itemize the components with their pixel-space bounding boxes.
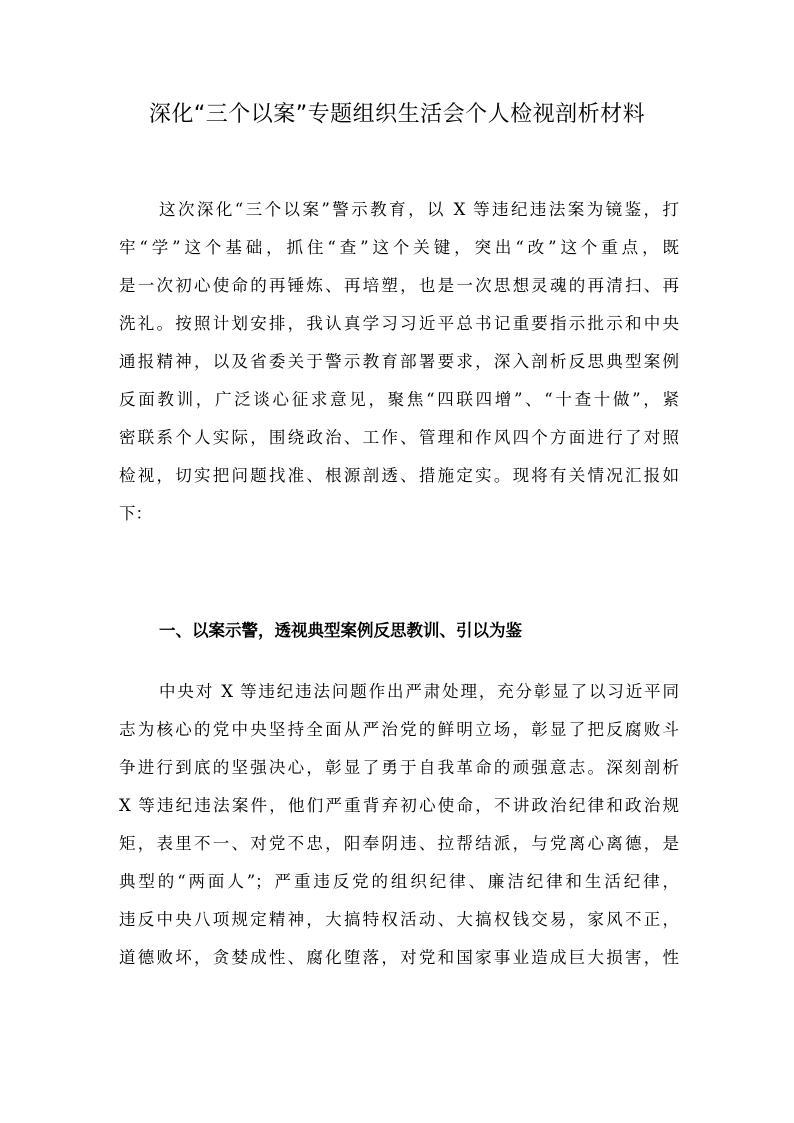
paragraph-line: 下： (119, 504, 152, 523)
section-heading: 一、以案示警，透视典型案例反思教训、引以为鉴 (159, 621, 522, 640)
paragraph-line: 道德败坏，贪婪成性、腐化堕落，对党和国家事业造成巨大损害，性 (119, 948, 679, 967)
paragraph-line: 洗礼。按照计划安排，我认真学习习近平总书记重要指示批示和中央 (119, 314, 679, 333)
paragraph-line: 密联系个人实际，围绕政治、工作、管理和作风四个方面进行了对照 (119, 428, 679, 447)
paragraph-line: 中央对 X 等违纪违法问题作出严肃处理，充分彰显了以习近平同 (159, 682, 679, 701)
paragraph-line: 争进行到底的坚强决心，彰显了勇于自我革命的顽强意志。深刻剖析 (119, 758, 679, 777)
document-title: 深化“三个以案”专题组织生活会个人检视剖析材料 (148, 102, 646, 127)
paragraph-line: 这次深化“三个以案”警示教育，以 X 等违纪违法案为镜鉴，打 (159, 200, 679, 219)
paragraph-line: 志为核心的党中央坚持全面从严治党的鲜明立场，彰显了把反腐败斗 (119, 720, 679, 739)
paragraph-line: 牢“学”这个基础，抓住“查”这个关键，突出“改”这个重点，既 (119, 238, 679, 257)
paragraph-line: 通报精神，以及省委关于警示教育部署要求，深入剖析反思典型案例 (119, 352, 679, 371)
paragraph-line: 是一次初心使命的再锤炼、再培塑，也是一次思想灵魂的再清扫、再 (119, 276, 679, 295)
paragraph-line: 矩，表里不一、对党不忠，阳奉阴违、拉帮结派，与党离心离德，是 (119, 834, 679, 853)
paragraph-line: 反面教训，广泛谈心征求意见，聚焦“四联四增”、“十查十做”，紧 (119, 390, 679, 409)
paragraph-line: X 等违纪违法案件，他们严重背弃初心使命，不讲政治纪律和政治规 (119, 796, 679, 815)
paragraph-line: 检视，切实把问题找准、根源剖透、措施定实。现将有关情况汇报如 (119, 466, 679, 485)
paragraph-line: 典型的“两面人”；严重违反党的组织纪律、廉洁纪律和生活纪律， (119, 872, 679, 891)
paragraph-line: 违反中央八项规定精神，大搞特权活动、大搞权钱交易，家风不正， (119, 910, 679, 929)
